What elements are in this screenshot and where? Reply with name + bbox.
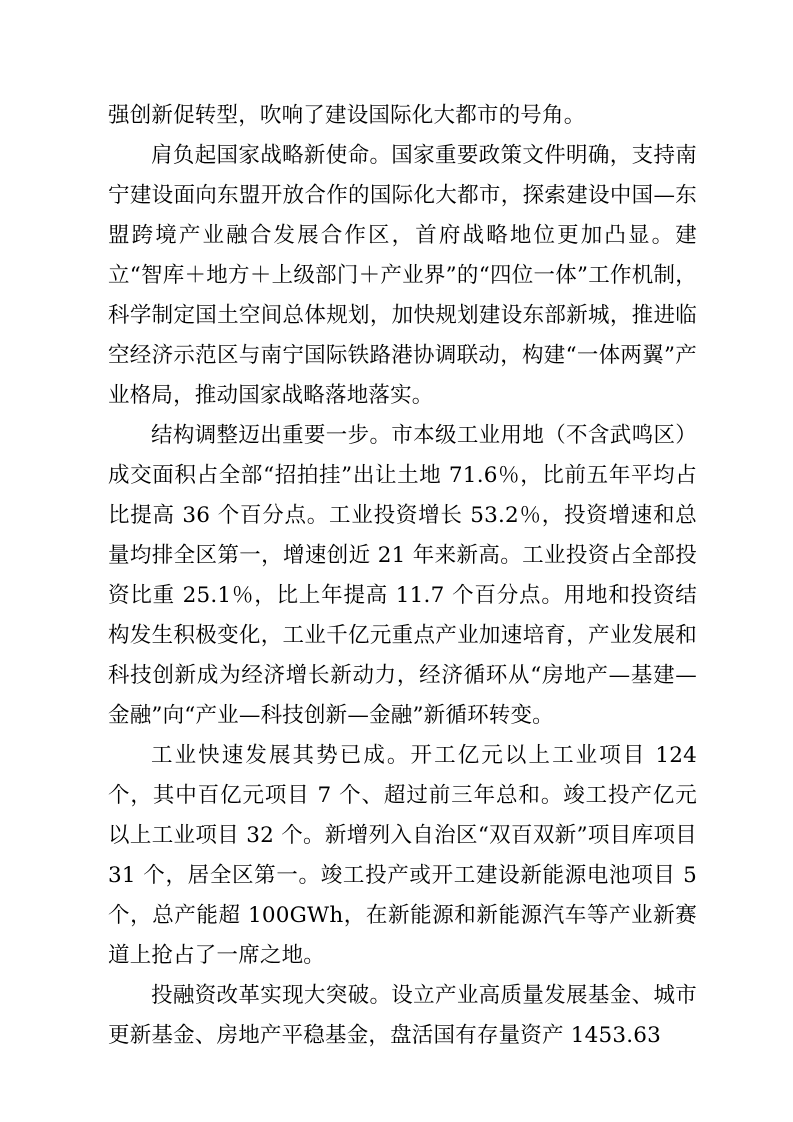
paragraph-4: 工业快速发展其势已成。开工亿元以上工业项目 124 个，其中百亿元项目 7 个、超过前三年总和。竣工投产亿元以上工业项目 32 个。新增列入自治区“双百双新”项目库项目 31 个，居全区第一。竣工投产或开工建设新能源电池项目 5 个，总产能超 100GWh，在新能源和新能源汽车等产业新赛道上抢占了一席之地。 bbox=[108, 743, 697, 968]
paragraph-1: 强创新促转型，吹响了建设国际化大都市的号角。 bbox=[108, 103, 586, 128]
document-body bbox=[108, 96, 697, 1056]
paragraph-3: 结构调整迈出重要一步。市本级工业用地（不含武鸣区）成交面积占全部“招拍挂”出让土地 71.6％，比前五年平均占比提高 36 个百分点。工业投资增长 53.2％，投资增速和总量均排全区第一，增速创近 21 年来新高。工业投资占全部投资比重 25.1％，比上年提高 11.7 个百分点。用地和投资结构发生积极变化，工业千亿元重点产业加速培育，产业发展和科技创新成为经济增长新动力，经济循环从“房地产—基建—金融”向“产业—科技创新—金融”新循环转变。 bbox=[108, 423, 697, 728]
paragraph-5: 投融资改革实现大突破。设立产业高质量发展基金、城市更新基金、房地产平稳基金，盘活国有存量资产 1453.63 bbox=[108, 983, 697, 1048]
paragraph-2: 肩负起国家战略新使命。国家重要政策文件明确，支持南宁建设面向东盟开放合作的国际化大都市，探索建设中国—东盟跨境产业融合发展合作区，首府战略地位更加凸显。建立“智库＋地方＋上级部门＋产业界”的“四位一体”工作机制，科学制定国土空间总体规划，加快规划建设东部新城，推进临空经济示范区与南宁国际铁路港协调联动，构建“一体两翼”产业格局，推动国家战略落地落实。 bbox=[108, 143, 697, 408]
